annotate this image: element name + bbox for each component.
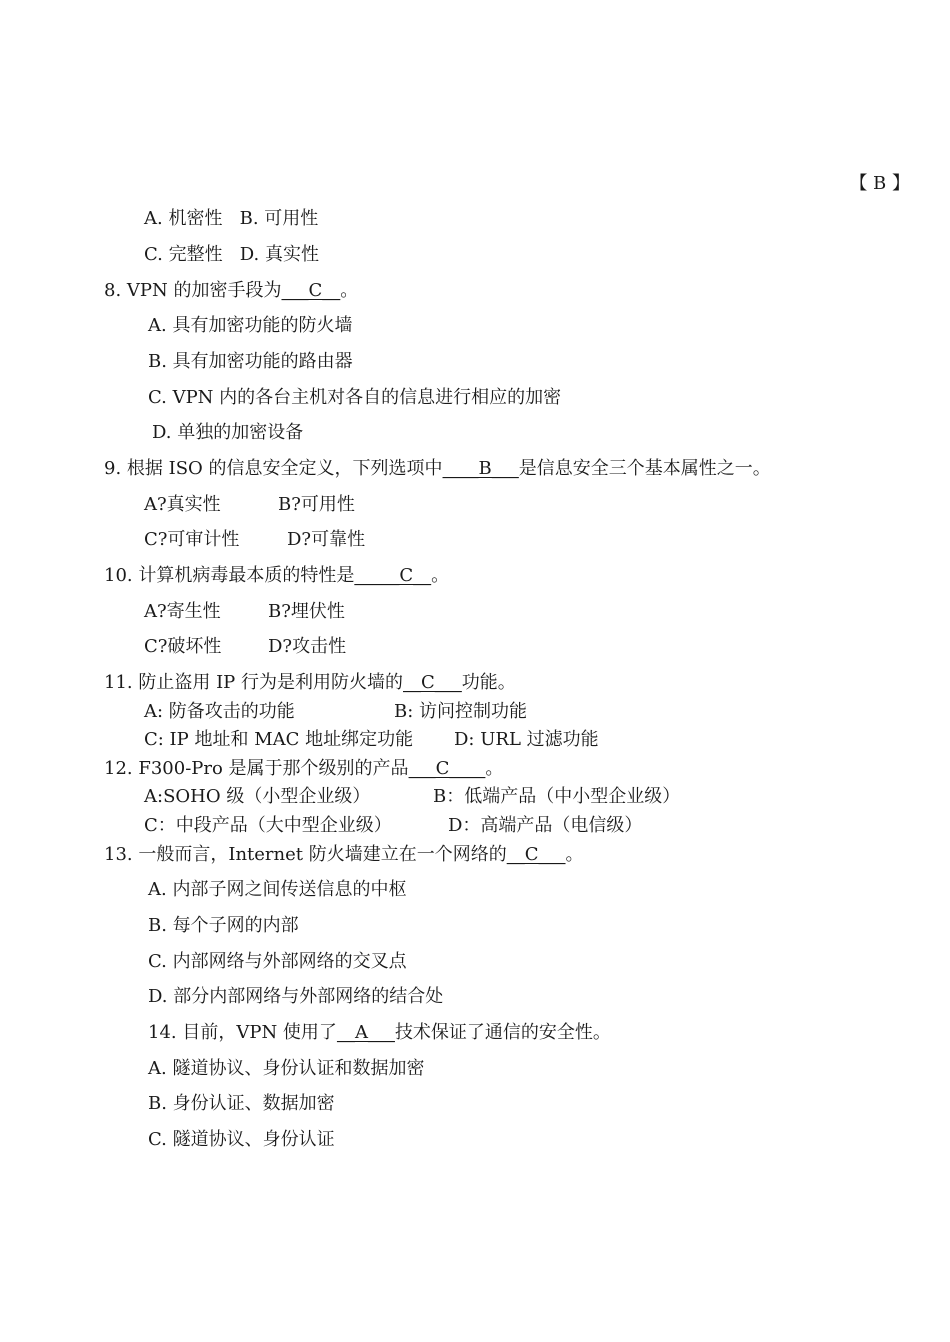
q10-answer-blank: _____C__ [354, 565, 432, 586]
q11-option-b: B: 访问控制功能 [394, 701, 528, 722]
q9-stem-end: 是信息安全三个基本属性之一。 [518, 458, 771, 479]
q13-option-d: D. 部分内部网络与外部网络的结合处 [148, 986, 444, 1007]
q13-option-c: C. 内部网络与外部网络的交叉点 [148, 951, 407, 972]
previous-answer-bracket: 【 B 】 [849, 173, 910, 194]
q12-stem-end: 。 [485, 758, 504, 779]
q8-option-d: D. 单独的加密设备 [152, 422, 304, 443]
q8-stem-text: 8. VPN 的加密手段为 [104, 280, 282, 301]
q9-option-b: B?可用性 [278, 494, 355, 515]
q13-stem [104, 843, 584, 867]
q8-option-a: A. 具有加密功能的防火墙 [148, 315, 353, 336]
q13-option-b: B. 每个子网的内部 [148, 915, 299, 936]
q12-answer-blank: ___C____ [408, 758, 486, 779]
q12-option-a: A:SOHO 级（小型企业级） [144, 786, 371, 807]
q8-stem-end: 。 [340, 280, 359, 301]
q8-option-b: B. 具有加密功能的路由器 [148, 351, 353, 372]
q12-stem-text: 12. F300-Pro 是属于那个级别的产品 [104, 758, 409, 779]
q14-stem-text: 14. 目前，VPN 使用了 [148, 1022, 337, 1043]
q9-option-c: C?可审计性 [144, 529, 240, 550]
q9-stem-text: 9. 根据 ISO 的信息安全定义，下列选项中 [104, 458, 443, 479]
q10-stem-end: 。 [431, 565, 450, 586]
q8-stem [104, 279, 358, 303]
q10-stem [104, 564, 449, 588]
q14-option-c: C. 隧道协议、身份认证 [148, 1129, 335, 1150]
q14-option-b: B. 身份认证、数据加密 [148, 1093, 335, 1114]
q7-option-line-2: C. 完整性 D. 真实性 [144, 244, 319, 265]
q11-stem-end: 功能。 [461, 672, 516, 693]
q12-stem [104, 757, 503, 781]
q10-option-b: B?埋伏性 [268, 601, 345, 622]
q8-answer-blank: ___C__ [281, 280, 341, 301]
q14-option-a: A. 隧道协议、身份认证和数据加密 [148, 1058, 425, 1079]
q13-option-a: A. 内部子网之间传送信息的中枢 [148, 879, 407, 900]
q13-stem-text: 13. 一般而言，Internet 防火墙建立在一个网络的 [104, 844, 507, 865]
q10-option-a: A?寄生性 [144, 601, 221, 622]
q10-option-c: C?破坏性 [144, 636, 222, 657]
q10-stem-text: 10. 计算机病毒最本质的特性是 [104, 565, 355, 586]
q13-answer-blank: __C___ [506, 844, 566, 865]
q8-option-c: C. VPN 内的各台主机对各自的信息进行相应的加密 [148, 387, 562, 408]
q10-option-d: D?攻击性 [268, 636, 347, 657]
q12-option-b: B：低端产品（中小型企业级） [433, 786, 681, 807]
q9-answer-blank: ____B___ [442, 458, 519, 479]
q12-option-d: D：高端产品（电信级） [448, 815, 643, 836]
q9-stem [104, 457, 771, 481]
q14-stem [148, 1021, 611, 1045]
q11-option-c: C: IP 地址和 MAC 地址绑定功能 [144, 729, 414, 750]
q11-option-d: D: URL 过滤功能 [454, 729, 599, 750]
q7-option-line-1: A. 机密性 B. 可用性 [144, 208, 319, 229]
q12-option-c: C：中段产品（大中型企业级） [144, 815, 392, 836]
q11-option-a: A: 防备攻击的功能 [144, 701, 295, 722]
q11-answer-blank: __C___ [403, 672, 462, 693]
q14-answer-blank: __A___ [336, 1022, 395, 1043]
q11-stem-text: 11. 防止盗用 IP 行为是利用防火墙的 [104, 672, 404, 693]
q13-stem-end: 。 [565, 844, 584, 865]
q9-option-d: D?可靠性 [287, 529, 366, 550]
q14-stem-end: 技术保证了通信的安全性。 [394, 1022, 611, 1043]
q9-option-a: A?真实性 [144, 494, 221, 515]
q11-stem [104, 671, 516, 695]
